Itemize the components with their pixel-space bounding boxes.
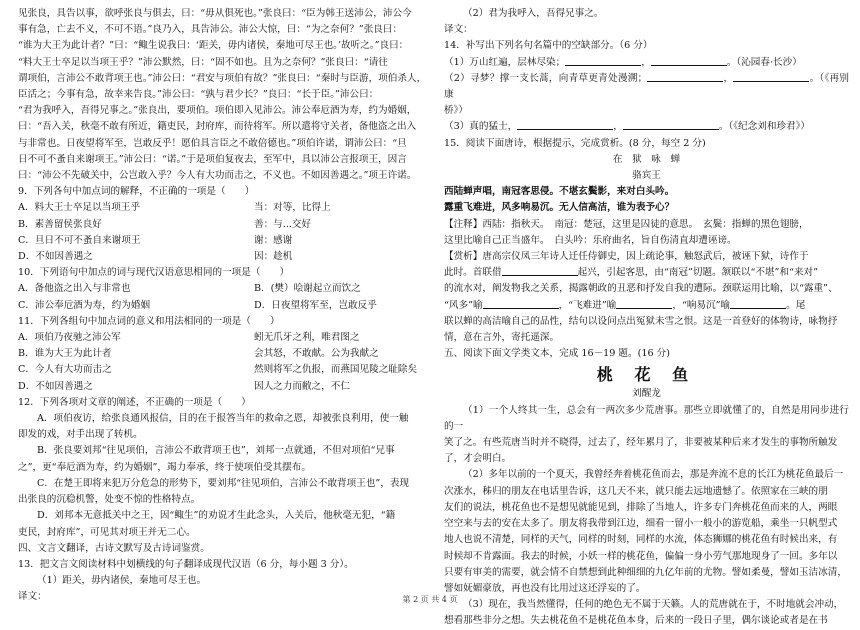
- option-line: C．在楚王即将来犯万分危急的形势下，要刘邦“往见项伯，言沛公不敢背项王也”，表现: [37, 477, 410, 489]
- story-line: 次涨水，秭归的朋友在电话里告诉，这几天不来，就只能去远地遗憾了。依照家在三峡的朋: [444, 485, 828, 497]
- story-title: 桃 花 鱼: [596, 365, 697, 385]
- option-d-pair: 因人之力而敝之，不仁: [254, 380, 350, 392]
- punct: ，: [613, 121, 623, 133]
- appreciation-line: 联以蝉的高洁喻自己的品性，结句以设问点出冤狱未雪之恨。这是一首登好的体物诗，咏物抒: [444, 315, 838, 327]
- question-stem: 11．下列各组句中加点词的意义和用法相同的一项是（ ）: [18, 315, 280, 327]
- answer-blank[interactable]: [483, 299, 559, 309]
- answer-blank[interactable]: [733, 72, 809, 82]
- prompt-text: （1）万山红遍，层林尽染；: [444, 56, 566, 68]
- story-line: （1）一个人终其一生，总会有一两次多少荒唐事。那些立即就懂了的，自然是用同步进行的一: [444, 404, 849, 432]
- punct: ，: [723, 72, 734, 84]
- section-five-heading: 五、阅读下面文学类文本，完成 16－19 题。(16 分): [444, 348, 670, 360]
- poem-line: 露重飞难进，风多响易沉。无人信高洁，谁为表予心？: [444, 202, 675, 214]
- question-10: [18, 265, 432, 314]
- option-line: 出张良的沉稳机警，处变不惊的性格特点。: [18, 494, 201, 506]
- option-line: B．张良要刘邦“往见项伯，言沛公不敢背项王也”，刘邦一点就通，不但对项伯“兄事: [37, 445, 395, 457]
- answer-blank[interactable]: [651, 56, 727, 66]
- source-text: 。（《纪念刘和珍君》）: [718, 121, 810, 133]
- fill-line-2-cont: 桥》）: [444, 105, 468, 117]
- option-b: B．(樊）哙谢起立而饮之: [254, 283, 361, 295]
- option-row: [18, 200, 432, 216]
- text: 此时。首联借: [444, 267, 502, 279]
- poem-author: 骆宾王: [632, 170, 661, 182]
- option-line: 即发的戏，对手出现了转机。: [18, 429, 143, 441]
- text: ，“飞难进”喻: [558, 299, 617, 311]
- question-15: [444, 136, 849, 347]
- option-line: 吏民，封府库”，可见其对项王并无二心。: [18, 526, 196, 538]
- story-line: 譬如妩媚豪放，再也没有比用过这还浮妄的了。: [444, 582, 646, 594]
- option-line: 之”，更“奉卮酒为寿，约为婚姻”，竭力奉承，终于使项伯受其摆布。: [18, 461, 311, 473]
- option-c: C．沛公奉卮酒为寿，约为婚姻: [18, 299, 151, 311]
- passage-line: 谓项伯，言沛公不敢背项王也。”沛公曰：“君安与项伯有故？”张良曰：“秦时与臣游，项伯杀人，: [18, 72, 427, 84]
- option-b: B．素善留侯张良好: [18, 218, 102, 230]
- page-number: 第 2 页 共 4 页: [402, 595, 458, 604]
- answer-blank[interactable]: [517, 120, 613, 130]
- option-row: [18, 346, 432, 362]
- question-stem: 10．下列语句中加点的词与现代汉语意思相同的一项是（ ）: [18, 267, 290, 279]
- story-line: 时候却不肯露面。我去的时候，小妖一样的桃花鱼，偏偏一身小劳气那地现身了一回。多年以: [444, 550, 838, 562]
- option-b-pair: 会其怒，不敢献。公为我献之: [254, 348, 379, 360]
- appreciation-line: 的流水对，阐发物我之关系，揭露朝政的丑恶和抒发自我的遭际。颈联运用比喻，以“露重”、: [444, 283, 838, 295]
- option-row: [18, 379, 432, 395]
- passage-line: 与非常也。日夜望将军至，岂敢反乎！愿伯具言臣之不敢倍德也。”项伯许诺，谓沛公曰：“旦: [18, 137, 407, 149]
- passage-line: “君为我呼入，吾得兄事之。”张良出，要项伯。项伯即入见沛公。沛公奉卮酒为寿，约为婚姻，: [18, 105, 417, 117]
- source-text: 。（沁园春·长沙）: [726, 56, 802, 68]
- question-stem: 12．下列各项对文章的阐述，不正确的一项是（ ）: [18, 396, 251, 408]
- text: ，“响易沉”喻: [672, 299, 731, 311]
- story-line: 友们的说法，桃花鱼也不是想见就能见到，排除了当地人，许多专门奔桃花鱼而来的人，两眼: [444, 501, 838, 513]
- story-line: 只要有审美的需要，就会情不自禁想到此种细细的九亿年前的尤物。譬如柔曼，譬如玉洁冰清，: [444, 566, 847, 578]
- poem-line: 西陆蝉声唱，南冠客思侵。不堪玄鬓影，来对白头吟。: [444, 186, 675, 198]
- fill-line-2: [444, 71, 849, 103]
- option-c: C．旦日不可不蚤自来谢项王: [18, 234, 141, 246]
- prompt-text: （2）寻梦？撑一支长蒿，向青草更青处漫溯；: [444, 72, 648, 84]
- poem-notes: 这里比喻自己正当盛年。 白头吟：乐府曲名，旨自伤清直却遭诬谤。: [444, 234, 737, 246]
- text: 。尾: [786, 299, 806, 311]
- passage-line: 事有急，亡去不义，不可不语。”良乃入，具告沛公。沛公大惊，曰：“为之奈何？”张良曰：: [18, 24, 403, 36]
- translation-item-1: （1）距关，毋内诸侯，秦地可尽王也。: [37, 575, 207, 587]
- option-d-explain: 因：趁机: [254, 251, 293, 263]
- right-column: [444, 6, 849, 630]
- prompt-text: （3）真的猛士，: [444, 121, 518, 133]
- passage-line: 曰：“沛公不先破关中，公岂敢入乎？今人有大功而击之，不义也。不如因善遇之。”项王许诺。: [18, 170, 417, 182]
- answer-blank[interactable]: [647, 72, 723, 82]
- option-d: D．日夜望将军至，岂敢反乎: [254, 299, 377, 311]
- passage-line: 日不可不蚤自来谢项王。”沛公曰：“诺。”于是项伯复夜去，至军中，具以沛公言报项王，因言: [18, 153, 407, 165]
- text: 起兴，引起客思，由“南冠”切题。颔联以“不堪”和“来对”: [577, 267, 819, 279]
- story-line: （3）现在，我当然懂得，任何的绝色无不属于天籁。人的荒唐就在于，不时地就会冲动，: [463, 599, 844, 611]
- option-row: [18, 330, 432, 346]
- story-line: 空空来与去的安在太多了。朋友将我带到江边，细看一留小一般小的游览船，乘坐一只帆型式: [444, 518, 838, 530]
- option-d: D．不如因善遇之: [18, 251, 93, 263]
- answer-blank[interactable]: [623, 120, 719, 130]
- appreciation-line: [444, 298, 849, 314]
- appreciation-line: 【赏析】唐高宗仪凤三年诗人迁任侍御史，因上疏论事，触怒武后，被诬下狱，诗作于: [444, 251, 809, 263]
- option-b-explain: 善：与...交好: [254, 218, 312, 230]
- story-line: 了，才会明白。: [444, 453, 512, 465]
- option-row: [18, 281, 432, 297]
- answer-blank[interactable]: [502, 266, 578, 276]
- story-line: 想看那些非分之想。失去桃花鱼不是桃花鱼本身，后来的一段日子里，偶尔谈论或者是在书: [444, 615, 828, 627]
- question-stem: 15．阅读下面唐诗，根据提示，完成赏析。(8 分，每空 2 分): [444, 137, 706, 149]
- translation-item-2: （2）君为我呼入，吾得兄事之。: [463, 8, 604, 19]
- option-row: [18, 362, 432, 378]
- question-stem: 9．下列各句中加点词的解释，不正确的一项是（ ）: [18, 186, 255, 198]
- story-author: 刘醒龙: [632, 388, 661, 400]
- question-stem: 13．把文言文阅读材料中划横线的句子翻译成现代汉语（6 分，每小题 3 分）。: [18, 558, 354, 570]
- question-9: [18, 184, 432, 265]
- story-line: （2）多年以前的一个夏天，我曾经奔着桃花鱼而去，那是奔流不息的长江为桃花鱼最后一: [463, 469, 844, 481]
- option-b: B．谁为大王为此计者: [18, 348, 112, 360]
- passage-line: 见张良，具告以事，欲呼张良与俱去，曰：“毋从俱死也。”张良曰：“臣为韩王送沛公，沛公今: [18, 8, 412, 19]
- option-a-pair: 蚓无爪牙之利，唯君图之: [254, 332, 360, 344]
- question-14: [444, 38, 849, 135]
- option-row: [18, 249, 432, 265]
- question-11: [18, 314, 432, 395]
- option-a-explain: 当：对等，比得上: [254, 202, 331, 214]
- option-a: A．料大王士卒足以当项王乎: [18, 202, 141, 214]
- question-12: [18, 395, 432, 541]
- appreciation-line: 情，意在言外，寄托遥深。: [444, 332, 560, 344]
- section-four-heading: 四、文言文翻译，古诗文默写及古诗词鉴赏。: [18, 542, 210, 554]
- option-a: A．备他盗之出入与非常也: [18, 283, 131, 295]
- passage-line: 臣活之；今事有急，故幸来告良。”沛公曰：“孰与君少长？”良曰：“长于臣。”沛公曰：: [18, 89, 379, 101]
- story-line: 笑了之。有些荒唐当时并不晓得，过去了，经年累月了，非要被某种后来才发生的事物所触发: [444, 437, 838, 449]
- option-row: [18, 217, 432, 233]
- option-line: D．刘邦本无意抵关中之王，因“鲰生”的劝说才生此念头，入关后，他秋毫无犯，“籍: [37, 510, 396, 522]
- option-c-explain: 谢：感谢: [254, 234, 293, 246]
- option-row: [18, 233, 432, 249]
- punct: ，: [641, 56, 651, 68]
- fill-line-1: [444, 55, 849, 71]
- classical-passage: [18, 6, 432, 184]
- translation-answer-label: 译文：: [444, 24, 473, 36]
- answer-blank[interactable]: [730, 299, 786, 309]
- option-a: A．项伯乃夜驰之沛公军: [18, 332, 121, 344]
- story-line: 地人也说不清楚，同样的天气，同样的时刻，同样的水流，体态狮娜的桃花鱼有时候出来，有: [444, 534, 838, 546]
- question-stem: 14．补写出下列名句名篇中的空缺部分。（6 分）: [444, 40, 653, 52]
- text: “风多”喻: [444, 299, 483, 311]
- source-text: 。（《再别康: [444, 72, 850, 101]
- passage-line: “谁为大王为此计者？”曰：“鲰生说我曰：‘距关，毋内诸侯，秦地可尽王也。’故听之。”良曰：: [18, 40, 409, 52]
- poem-title: 在 狱 咏 蝉: [612, 153, 681, 165]
- story: [444, 364, 849, 629]
- option-c-pair: 然则将军之仇报，而燕国见陵之耻除矣: [254, 364, 418, 376]
- option-d: D．不如因善遇之: [18, 380, 93, 392]
- fill-line-3: [444, 119, 849, 135]
- left-column: [18, 6, 432, 606]
- translation-answer-label: 译文：: [18, 591, 47, 603]
- option-c: C．今人有大功而击之: [18, 364, 112, 376]
- option-row: [18, 298, 432, 314]
- appreciation-line: [444, 265, 849, 281]
- passage-line: “料大王士卒足以当项王乎？”沛公默然，曰：“固不如也。且为之奈何？”张良曰：“请往: [18, 56, 388, 68]
- option-line: A．项伯夜访，给张良通风报信，目的在于报答当年的救命之恩，却被张良利用，使一触: [37, 413, 409, 425]
- answer-blank[interactable]: [565, 56, 641, 66]
- answer-blank[interactable]: [616, 299, 672, 309]
- poem-notes: 【注释】西陆：指秋天。 南冠：楚冠，这里是囚徒的意思。 玄鬓：指蝉的黑色翅膀，: [444, 218, 809, 230]
- passage-line: 曰：“吾入关，秋毫不敢有所近，籍吏民，封府库，而待将军。所以遣将守关者，备他盗之出入: [18, 121, 417, 133]
